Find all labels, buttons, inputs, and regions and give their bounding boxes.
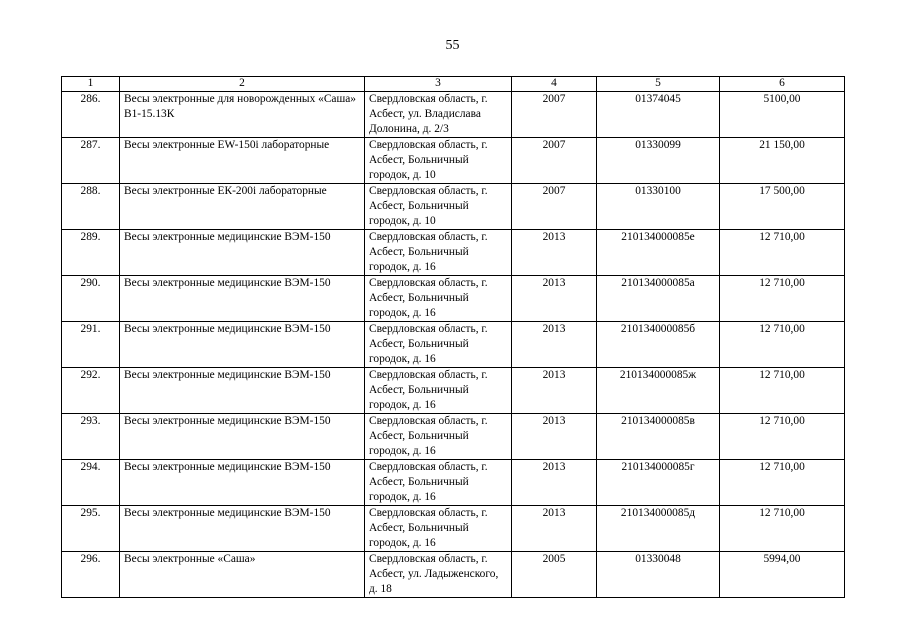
row-number-cell: 294.: [62, 460, 120, 506]
table-header-row: [62, 77, 845, 92]
inventory-number-cell: 210134000085д: [597, 506, 720, 552]
cost-cell: 12 710,00: [720, 322, 845, 368]
row-number-cell: 288.: [62, 184, 120, 230]
table-row: [62, 506, 845, 552]
row-number-cell: 287.: [62, 138, 120, 184]
table-row: [62, 138, 845, 184]
year-cell: 2013: [512, 368, 597, 414]
cost-cell: 5100,00: [720, 92, 845, 138]
row-number-cell: 293.: [62, 414, 120, 460]
inventory-number-cell: 210134000085ж: [597, 368, 720, 414]
address-cell: Свердловская область, г. Асбест, Больничный городок, д. 16: [365, 414, 512, 460]
address-cell: Свердловская область, г. Асбест, Больничный городок, д. 10: [365, 184, 512, 230]
item-name-cell: Весы электронные ЕК-200i лабораторные: [120, 184, 365, 230]
address-cell: Свердловская область, г. Асбест, Больничный городок, д. 16: [365, 322, 512, 368]
inventory-number-cell: 01330099: [597, 138, 720, 184]
cost-cell: 12 710,00: [720, 368, 845, 414]
table-row: [62, 552, 845, 598]
row-number-cell: 292.: [62, 368, 120, 414]
item-name-cell: Весы электронные медицинские ВЭМ-150: [120, 506, 365, 552]
column-header: 1: [62, 77, 120, 92]
item-name-cell: Весы электронные для новорожденных «Саша» В1-15.13К: [120, 92, 365, 138]
item-name-cell: Весы электронные «Саша»: [120, 552, 365, 598]
address-cell: Свердловская область, г. Асбест, Больничный городок, д. 16: [365, 460, 512, 506]
table-row: [62, 276, 845, 322]
year-cell: 2005: [512, 552, 597, 598]
table-row: [62, 322, 845, 368]
year-cell: 2007: [512, 184, 597, 230]
inventory-number-cell: 210134000085а: [597, 276, 720, 322]
address-cell: Свердловская область, г. Асбест, Больничный городок, д. 10: [365, 138, 512, 184]
cost-cell: 12 710,00: [720, 230, 845, 276]
inventory-number-cell: 210134000085г: [597, 460, 720, 506]
table-row: [62, 184, 845, 230]
year-cell: 2007: [512, 92, 597, 138]
cost-cell: 12 710,00: [720, 460, 845, 506]
year-cell: 2013: [512, 414, 597, 460]
column-header: 6: [720, 77, 845, 92]
address-cell: Свердловская область, г. Асбест, Больничный городок, д. 16: [365, 276, 512, 322]
address-cell: Свердловская область, г. Асбест, ул. Владислава Долонина, д. 2/3: [365, 92, 512, 138]
inventory-number-cell: 01330048: [597, 552, 720, 598]
table-row: [62, 460, 845, 506]
inventory-number-cell: 210134000085в: [597, 414, 720, 460]
row-number-cell: 296.: [62, 552, 120, 598]
year-cell: 2013: [512, 276, 597, 322]
year-cell: 2007: [512, 138, 597, 184]
year-cell: 2013: [512, 230, 597, 276]
year-cell: 2013: [512, 506, 597, 552]
item-name-cell: Весы электронные медицинские ВЭМ-150: [120, 460, 365, 506]
property-table: [61, 76, 845, 598]
row-number-cell: 291.: [62, 322, 120, 368]
item-name-cell: Весы электронные медицинские ВЭМ-150: [120, 230, 365, 276]
year-cell: 2013: [512, 322, 597, 368]
page-number: 55: [445, 38, 460, 53]
table-row: [62, 92, 845, 138]
address-cell: Свердловская область, г. Асбест, Больничный городок, д. 16: [365, 368, 512, 414]
cost-cell: 12 710,00: [720, 506, 845, 552]
cost-cell: 21 150,00: [720, 138, 845, 184]
table-row: [62, 368, 845, 414]
cost-cell: 12 710,00: [720, 276, 845, 322]
column-header: 2: [120, 77, 365, 92]
item-name-cell: Весы электронные медицинские ВЭМ-150: [120, 368, 365, 414]
row-number-cell: 286.: [62, 92, 120, 138]
inventory-number-cell: 01330100: [597, 184, 720, 230]
item-name-cell: Весы электронные медицинские ВЭМ-150: [120, 276, 365, 322]
table-row: [62, 230, 845, 276]
inventory-number-cell: 01374045: [597, 92, 720, 138]
column-header: 4: [512, 77, 597, 92]
address-cell: Свердловская область, г. Асбест, Больничный городок, д. 16: [365, 506, 512, 552]
row-number-cell: 290.: [62, 276, 120, 322]
cost-cell: 12 710,00: [720, 414, 845, 460]
address-cell: Свердловская область, г. Асбест, ул. Ладыженского, д. 18: [365, 552, 512, 598]
address-cell: Свердловская область, г. Асбест, Больничный городок, д. 16: [365, 230, 512, 276]
year-cell: 2013: [512, 460, 597, 506]
item-name-cell: Весы электронные медицинские ВЭМ-150: [120, 322, 365, 368]
item-name-cell: Весы электронные EW-150i лабораторные: [120, 138, 365, 184]
cost-cell: 17 500,00: [720, 184, 845, 230]
row-number-cell: 289.: [62, 230, 120, 276]
row-number-cell: 295.: [62, 506, 120, 552]
item-name-cell: Весы электронные медицинские ВЭМ-150: [120, 414, 365, 460]
cost-cell: 5994,00: [720, 552, 845, 598]
table-row: [62, 414, 845, 460]
column-header: 3: [365, 77, 512, 92]
inventory-number-cell: 210134000085е: [597, 230, 720, 276]
column-header: 5: [597, 77, 720, 92]
inventory-number-cell: 210134000085б: [597, 322, 720, 368]
